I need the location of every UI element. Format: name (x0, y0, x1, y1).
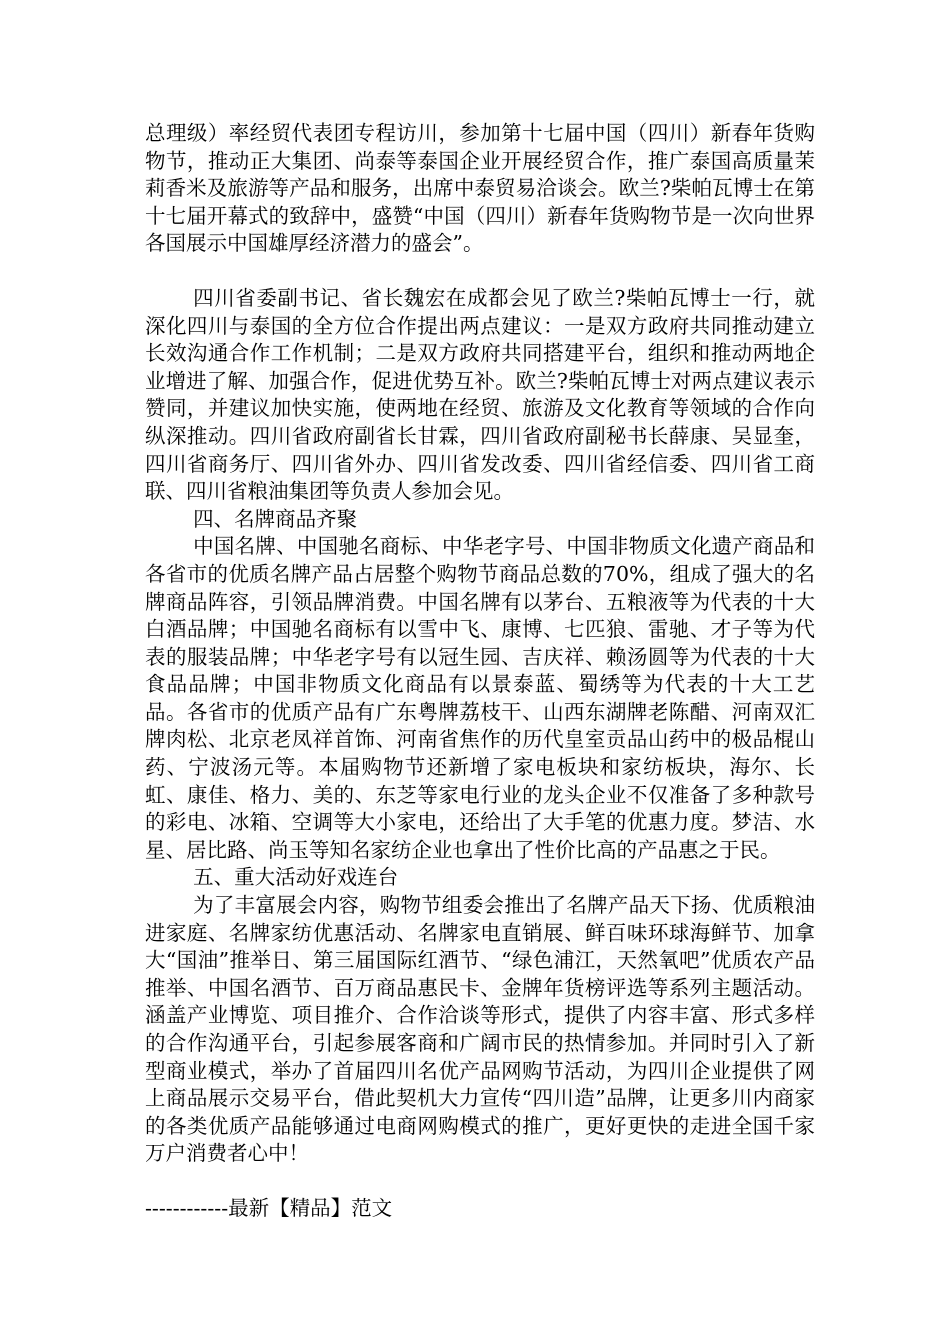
section-heading-major-events: 五、重大活动好戏连台 (193, 865, 399, 890)
paragraph-gap (145, 258, 815, 285)
paragraph-major-events: 为了丰富展会内容，购物节组委会推出了名牌产品天下扬、优质粮油进家庭、名牌家纺优惠活动、名牌家电直销展、鲜百味环球海鲜节、加拿大“国油”推举日、第三届国际红酒节、“绿色浦江，天然氧吧”优质农产品推举、中国名酒节、百万商品惠民卡、金牌年货榜评选等系列主题活动。涵盖产业博览、项目推介、合作洽谈等形式，提供了内容丰富、形式多样的合作沟通平台，引起参展客商和广阔市民的热情参加。并同时引入了新型商业模式，举办了首届四川名优产品网购节活动，为四川企业提供了网上商品展示交易平台，借此契机大力宣传“四川造”品牌，让更多川内商家的各类优质产品能够通过电商网购模式的推广，更好更快的走进全国千家万户消费者心中！ (145, 893, 815, 1166)
page-footer: ------------最新【精品】范文 (145, 1196, 393, 1220)
paragraph-intro-continuation: 总理级）率经贸代表团专程访川，参加第十七届中国（四川）新春年货购物节，推动正大集团、尚泰等泰国企业开展经贸合作，推广泰国高质量茉莉香米及旅游等产品和服务，出席中泰贸易洽谈会。欧兰?柴帕瓦博士在第十七届开幕式的致辞中，盛赞“中国（四川）新春年货购物节是一次向世界各国展示中国雄厚经济潜力的盛会”。 (145, 121, 815, 256)
paragraph-brand-goods: 中国名牌、中国驰名商标、中华老字号、中国非物质文化遗产商品和各省市的优质名牌产品占居整个购物节商品总数的70%，组成了强大的名牌商品阵容，引领品牌消费。中国名牌有以茅台、五粮液等为代表的十大白酒品牌；中国驰名商标有以雪中飞、康博、七匹狼、雷驰、才子等为代表的服装品牌；中华老字号有以冠生园、吉庆祥、赖汤圆等为代表的十大食品品牌；中国非物质文化商品有以景泰蓝、蜀绣等为代表的十大工艺品。各省市的优质产品有广东粤牌荔枝干、山西东湖牌老陈醋、河南双汇牌肉松、北京老凤祥首饰、河南省焦作的历代皇室贡品山药中的极品棍山药、宁波汤元等。本届购物节还新增了家电板块和家纺板块，海尔、长虹、康佳、格力、美的、东芝等家电行业的龙头企业不仅准备了多种款号的彩电、冰箱、空调等大小家电，还给出了大手笔的优惠力度。梦洁、水星、居比路、尚玉等知名家纺企业也拿出了性价比高的产品惠之于民。 (145, 534, 815, 862)
paragraph-governor-meeting: 四川省委副书记、省长魏宏在成都会见了欧兰?柴帕瓦博士一行，就深化四川与泰国的全方位合作提出两点建议：一是双方政府共同推动建立长效沟通合作工作机制；二是双方政府共同搭建平台，组织和推动两地企业增进了解、加强合作，促进优势互补。欧兰?柴帕瓦博士对两点建议表示赞同，并建议加快实施，使两地在经贸、旅游及文化教育等领域的合作向纵深推动。四川省政府副省长甘霖，四川省政府副秘书长薛康、吴显奎，四川省商务厅、四川省外办、四川省发改委、四川省经信委、四川省工商联、四川省粮油集团等负责人参加会见。 (145, 285, 815, 504)
section-heading-brand-goods: 四、名牌商品齐聚 (193, 506, 358, 531)
document-body (145, 120, 815, 1168)
